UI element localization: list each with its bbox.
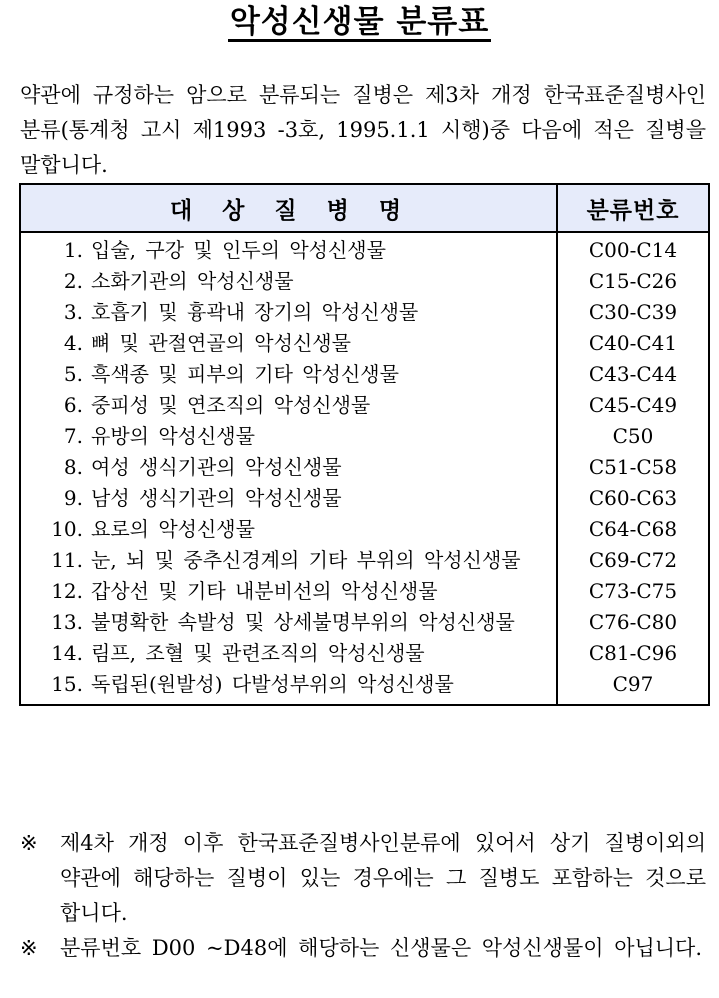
disease-name: 소화기관의 악성신생물 xyxy=(91,269,294,293)
note-text: 분류번호 D00 ~D48에 해당하는 신생물은 악성신생물이 아닙니다. xyxy=(60,936,703,960)
table-row xyxy=(20,514,709,545)
disease-name-cell xyxy=(20,483,557,514)
classification-code: C51-C58 xyxy=(557,452,709,483)
row-number: 14. xyxy=(51,641,83,665)
disease-name: 중피성 및 연조직의 악성신생물 xyxy=(91,393,371,417)
row-number: 8. xyxy=(63,455,83,479)
disease-name-cell xyxy=(20,514,557,545)
classification-code: C15-C26 xyxy=(557,266,709,297)
disease-name: 독립된(원발성) 다발성부위의 악성신생물 xyxy=(91,672,454,696)
classification-code: C50 xyxy=(557,421,709,452)
row-number: 3. xyxy=(63,300,83,324)
row-number: 5. xyxy=(63,362,83,386)
table-row xyxy=(20,359,709,390)
classification-code: C76-C80 xyxy=(557,607,709,638)
table-header-row xyxy=(20,184,709,232)
table-row xyxy=(20,328,709,359)
table-row xyxy=(20,232,709,266)
classification-code: C00-C14 xyxy=(557,232,709,266)
table-row xyxy=(20,266,709,297)
note-item xyxy=(20,826,706,931)
disease-name-cell xyxy=(20,421,557,452)
classification-code: C73-C75 xyxy=(557,576,709,607)
classification-code: C45-C49 xyxy=(557,390,709,421)
table-row xyxy=(20,483,709,514)
disease-name: 여성 생식기관의 악성신생물 xyxy=(91,455,342,479)
page-title: 악성신생물 분류표 xyxy=(229,4,490,40)
table-row xyxy=(20,607,709,638)
page-title-wrapper xyxy=(0,2,719,42)
table-row xyxy=(20,638,709,669)
disease-name-cell xyxy=(20,545,557,576)
disease-name-cell xyxy=(20,297,557,328)
classification-code: C40-C41 xyxy=(557,328,709,359)
disease-name-cell xyxy=(20,328,557,359)
disease-name: 불명확한 속발성 및 상세불명부위의 악성신생물 xyxy=(91,610,515,634)
reference-mark-icon: ※ xyxy=(20,936,38,960)
disease-name-cell xyxy=(20,390,557,421)
classification-code: C81-C96 xyxy=(557,638,709,669)
row-number: 15. xyxy=(51,672,83,696)
table-row xyxy=(20,545,709,576)
classification-code: C30-C39 xyxy=(557,297,709,328)
disease-name: 요로의 악성신생물 xyxy=(91,517,255,541)
row-number: 4. xyxy=(63,331,83,355)
notes-section xyxy=(20,826,706,966)
disease-name: 남성 생식기관의 악성신생물 xyxy=(91,486,342,510)
disease-name: 유방의 악성신생물 xyxy=(91,424,255,448)
disease-name: 호흡기 및 흉곽내 장기의 악성신생물 xyxy=(91,300,419,324)
row-number: 11. xyxy=(51,548,83,572)
disease-name-cell xyxy=(20,266,557,297)
row-number: 9. xyxy=(63,486,83,510)
reference-mark-icon: ※ xyxy=(20,831,38,855)
disease-name: 입술, 구강 및 인두의 악성신생물 xyxy=(91,238,386,262)
classification-code: C97 xyxy=(557,669,709,705)
table-body xyxy=(20,232,709,705)
note-text: 제4차 개정 이후 한국표준질병사인분류에 있어서 상기 질병이외의 약관에 해당하는 질병이 있는 경우에는 그 질병도 포함하는 것으로 합니다. xyxy=(60,831,706,925)
row-number: 6. xyxy=(63,393,83,417)
classification-table xyxy=(19,183,710,706)
disease-name: 림프, 조혈 및 관련조직의 악성신생물 xyxy=(91,641,425,665)
header-classification-code: 분류번호 xyxy=(557,184,709,232)
disease-name: 눈, 뇌 및 중추신경계의 기타 부위의 악성신생물 xyxy=(91,548,521,572)
row-number: 1. xyxy=(63,238,83,262)
table-row xyxy=(20,421,709,452)
intro-paragraph: 약관에 규정하는 암으로 분류되는 질병은 제3차 개정 한국표준질병사인분류(통계청 고시 제1993 -3호, 1995.1.1 시행)중 다음에 적은 질병을 말합니다. xyxy=(20,83,706,177)
classification-code: C43-C44 xyxy=(557,359,709,390)
table-row xyxy=(20,297,709,328)
classification-code: C60-C63 xyxy=(557,483,709,514)
row-number: 12. xyxy=(51,579,83,603)
table-row xyxy=(20,576,709,607)
table-row xyxy=(20,390,709,421)
table-row xyxy=(20,452,709,483)
classification-code: C64-C68 xyxy=(557,514,709,545)
table-row xyxy=(20,669,709,705)
note-item xyxy=(20,931,706,966)
row-number: 13. xyxy=(51,610,83,634)
disease-name-cell xyxy=(20,576,557,607)
disease-name-cell xyxy=(20,232,557,266)
disease-name: 흑색종 및 피부의 기타 악성신생물 xyxy=(91,362,399,386)
disease-name-cell xyxy=(20,638,557,669)
disease-name-cell xyxy=(20,359,557,390)
disease-name: 갑상선 및 기타 내분비선의 악성신생물 xyxy=(91,579,438,603)
classification-code: C69-C72 xyxy=(557,545,709,576)
row-number: 2. xyxy=(63,269,83,293)
disease-name-cell xyxy=(20,452,557,483)
header-disease-name: 대 상 질 병 명 xyxy=(20,184,557,232)
row-number: 7. xyxy=(63,424,83,448)
disease-name-cell xyxy=(20,607,557,638)
row-number: 10. xyxy=(51,517,83,541)
disease-name-cell xyxy=(20,669,557,705)
disease-name: 뼈 및 관절연골의 악성신생물 xyxy=(91,331,351,355)
